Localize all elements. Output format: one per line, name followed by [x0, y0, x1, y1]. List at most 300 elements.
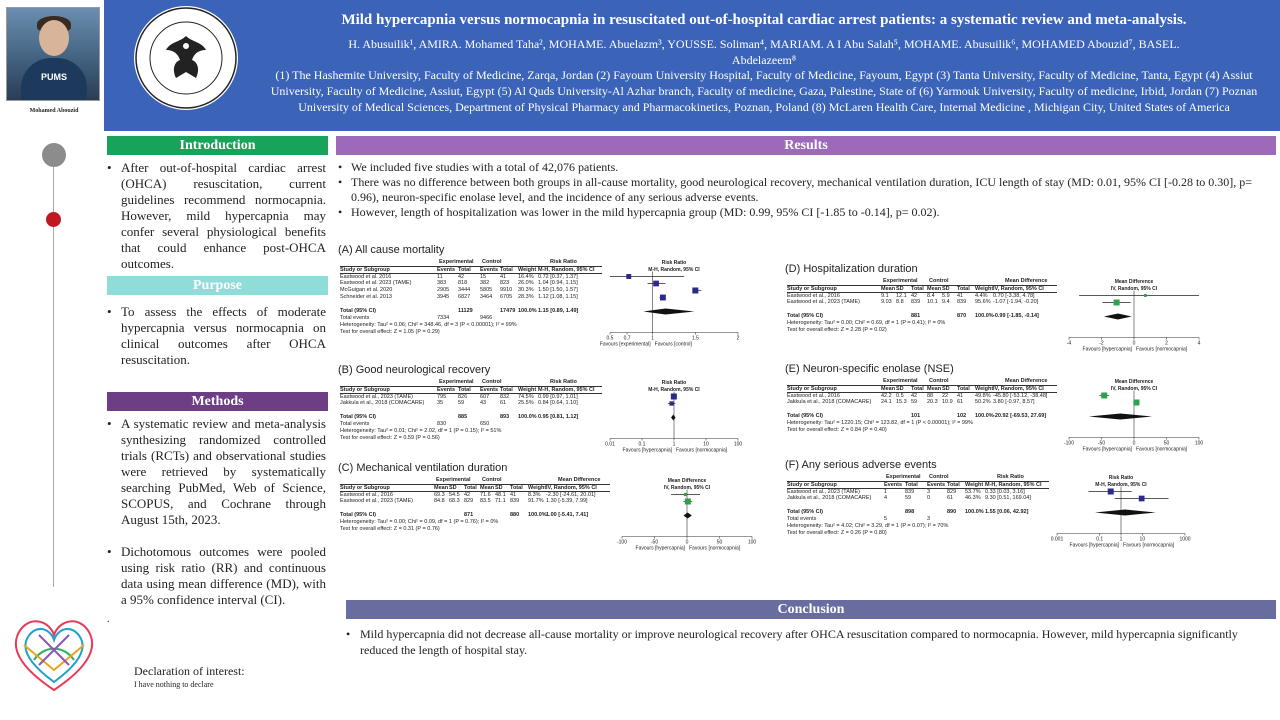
total-events-row — [787, 516, 1049, 523]
methods-text-1: • A systematic review and meta-analysis synthesizing randomized controlled trials (RCTs) and observational studies were retrieved by systematically searching PubMed, Web of Science, SCOPUS, and Cochrane through August 15th, 2023. — [107, 416, 326, 527]
study-cell: 1 — [884, 489, 888, 495]
study-cell: 9.1 — [881, 293, 889, 299]
group-header-experimental: Experimental — [883, 278, 918, 284]
study-name: Eastwood et al., 2016 — [787, 393, 840, 399]
effect-header: Mean Difference — [1005, 378, 1048, 384]
column-header: Mean — [881, 286, 896, 292]
poster-title: Mild hypercapnia versus normocapnia in resuscitated out-of-hospital cardiac arrest patients: a systematic review and meta-analysis. — [341, 12, 1187, 28]
study-row — [787, 292, 1057, 299]
heterogeneity: Heterogeneity: Tau² = 0.00; Chi² = 0.69, df = 1 (P = 0.41); I² = 0% — [787, 320, 946, 326]
study-cell: 818 — [458, 280, 468, 286]
chart-table — [340, 477, 610, 533]
declaration-text: I have nothing to declare — [134, 680, 214, 689]
column-header: M-H, Random, 95% CI — [538, 267, 595, 273]
study-cell: 61 — [500, 400, 507, 406]
study-row — [787, 392, 1057, 399]
overall-effect-row — [340, 526, 610, 533]
x-tick-label: 50 — [716, 539, 723, 546]
study-cell: 15 — [480, 274, 487, 280]
x-tick-label: 0.5 — [606, 335, 614, 342]
x-tick-label: -50 — [1097, 440, 1106, 447]
spacer-row — [787, 306, 1057, 313]
total-cell: 100.0% — [975, 413, 994, 419]
total-cell: 102 — [957, 413, 967, 419]
study-cell: 42 — [464, 492, 471, 498]
results-bullet: • However, length of hospitalization was lower in the mild hypercapnia group (MD: 0.99, 95% CI [-1.85 to -0.14], p= 0.02). — [338, 205, 1276, 220]
study-estimate-marker — [1144, 294, 1147, 297]
study-cell: 41 — [957, 293, 964, 299]
x-tick-label: 0.7 — [623, 335, 631, 342]
study-estimate-marker — [685, 499, 691, 505]
favours-right-label: Favours [control] — [654, 341, 692, 348]
column-header: SD — [896, 286, 904, 292]
heterogeneity-row — [787, 523, 1049, 530]
overall-effect: Test for overall effect: Z = 0.31 (P = 0.76) — [340, 526, 440, 532]
study-cell: 46.3% — [965, 495, 981, 501]
timeline-dot-grey — [42, 143, 66, 167]
group-header-row — [340, 379, 602, 386]
x-tick-label: 4 — [1197, 340, 1201, 347]
column-header: Weight — [975, 386, 994, 392]
total-cell: 893 — [500, 414, 510, 420]
heterogeneity: Heterogeneity: Tau² = 4.02; Chi² = 3.29, df = 1 (P = 0.07); I² = 70% — [787, 523, 949, 529]
group-header-control: Control — [482, 379, 502, 385]
study-cell: 10.9 — [942, 399, 953, 405]
study-cell: 54.5 — [449, 492, 460, 498]
study-cell: 25.5% — [518, 400, 534, 406]
study-row — [340, 400, 602, 407]
plot-effect-label: Mean Difference — [1114, 279, 1154, 285]
study-row — [340, 498, 610, 505]
column-header: M-H, Random, 95% CI — [985, 482, 1042, 488]
column-header: Study or Subgroup — [787, 386, 837, 392]
study-estimate-marker — [1108, 489, 1114, 495]
study-cell: 61 — [957, 399, 964, 405]
plot-method-label: M-H, Random, 95% CI — [648, 387, 700, 393]
study-cell: 53.7% — [965, 489, 981, 495]
study-name: Eastwood et al. 2016 — [340, 274, 392, 280]
methods-bullet-2: Dichotomous outcomes were pooled using risk ratio (RR) and continuous data using mean difference (MD), with a 95% confidence interval (CI). — [121, 544, 326, 607]
x-tick-label: -100 — [616, 539, 628, 546]
total-events-label: Total events — [340, 315, 370, 321]
x-tick-label: -100 — [1063, 440, 1075, 447]
x-tick-label: 0 — [1132, 440, 1136, 447]
favours-right-label: Favours [normocapnia] — [676, 447, 728, 454]
total-name: Total (95% CI) — [787, 313, 823, 319]
column-header: Total — [957, 386, 970, 392]
total-name: Total (95% CI) — [340, 414, 376, 420]
plot-effect-label: Risk Ratio — [661, 380, 687, 386]
total-cell: 881 — [911, 313, 921, 319]
results-bullet: • We included five studies with a total of 42,076 patients. — [338, 160, 1276, 175]
section-heading-introduction: Introduction — [107, 136, 328, 155]
study-cell: 6827 — [458, 294, 471, 300]
study-cell: 382 — [480, 280, 490, 286]
study-cell: 41 — [500, 274, 507, 280]
effect-header: Mean Difference — [558, 477, 601, 483]
study-cell: 59 — [458, 400, 465, 406]
total-name: Total (95% CI) — [340, 308, 376, 314]
column-header: Total — [947, 482, 960, 488]
study-cell: 0.5 — [896, 393, 904, 399]
x-tick-label: 0.1 — [638, 441, 646, 448]
chart-title: (E) Neuron-specific enolase (NSE) — [785, 363, 954, 375]
decorative-knot-icon — [4, 610, 104, 700]
study-cell: 22 — [942, 393, 949, 399]
study-estimate-marker — [1114, 300, 1120, 306]
total-cell: -0.99 [-1.85, -0.14] — [993, 313, 1039, 319]
column-header: Mean — [480, 485, 495, 491]
chart-title: (D) Hospitalization duration — [785, 263, 918, 275]
x-tick-label: 2 — [1165, 340, 1168, 347]
column-header: Total — [458, 267, 471, 273]
total-cell: 1.00 [-5.41, 7.41] — [546, 512, 589, 518]
x-tick-label: 0 — [1132, 340, 1136, 347]
column-header: Events — [927, 482, 946, 488]
forest-plot-mechanical-ventilation — [338, 462, 778, 557]
conclusion-text: • Mild hypercapnia did not decrease all-cause mortality or improve neurological recovery after OHCA resuscitation compared to normocapnia. However, mild hypercapnia significantly reduced the length of hospital stay. — [346, 626, 1266, 658]
study-cell: 9.30 [0.51, 169.04] — [985, 495, 1031, 501]
pooled-estimate-diamond — [1104, 314, 1132, 320]
x-tick-label: 0.1 — [1096, 536, 1104, 543]
affiliations: (1) The Hashemite University, Faculty of Medicine, Zarqa, Jordan (2) Fayoum University Hospital, Faculty of Medicine, Fayoum, Egypt (3) Tanta University, Faculty of Medicine, Tanta, Egypt (4) Assiut University, Faculty of Medicine, Assiut, Egypt (5) Al Quds University-Al Azhar branch, Faculty of medicine, Gaza, Palestine, State of (6) Yarmouk University, Faculty of medicine, Irbid, Jordan (7) Poznan University of Medical Sciences, Department of Physical Pharmacy and Pharmacokinetics, Poznan, Poland (8) McLaren Health Care, Internal Medicine , Michigan City, United States of America — [270, 68, 1258, 114]
study-cell: 607 — [480, 394, 490, 400]
study-name: McGuigan et al. 2020 — [340, 287, 393, 293]
x-tick-label: 1.5 — [691, 335, 699, 342]
study-cell: 48.1 — [495, 492, 506, 498]
university-seal-icon — [134, 6, 238, 110]
column-header: SD — [896, 386, 904, 392]
column-header-row — [340, 386, 602, 393]
forest-plot-all-cause-mortality — [338, 244, 768, 359]
study-estimate-marker — [671, 394, 677, 400]
study-cell: 839 — [957, 299, 967, 305]
study-name: Schneider et al. 2013 — [340, 294, 392, 300]
study-name: Eastwood et al., 2023 (TAME) — [340, 394, 413, 400]
total-events-ctl: 9466 — [480, 315, 493, 321]
study-row — [340, 294, 602, 301]
study-cell: 20.3 — [927, 399, 938, 405]
column-header: M-H, Random, 95% CI — [538, 387, 595, 393]
study-row — [787, 299, 1057, 306]
plot-effect-label: Mean Difference — [1114, 379, 1154, 385]
effect-header: Mean Difference — [1005, 278, 1048, 284]
column-header: Total — [500, 387, 513, 393]
x-tick-label: 100 — [733, 441, 743, 448]
spacer-row — [340, 505, 610, 512]
study-cell: -1.07 [-1.94, -0.20] — [993, 299, 1039, 305]
column-header: Weight — [975, 286, 994, 292]
study-estimate-marker — [1139, 496, 1145, 502]
study-cell: 1.04 [0.94, 1.15] — [538, 280, 578, 286]
plot-method-label: IV, Random, 95% CI — [1110, 286, 1158, 292]
total-cell: 100.0% — [975, 313, 994, 319]
author-line-1: H. Abusuilik¹, AMIRA. Mohamed Taha², MOHAME. Abuelazm³, YOUSSE. Soliman⁴, MARIAM. A I Abu Salah⁵, MOHAME. Abusuilik⁶, MOHAMED Abouzid⁷, BASEL. — [348, 37, 1180, 51]
study-cell: 42 — [458, 274, 465, 280]
section-heading-methods: Methods — [107, 392, 328, 411]
study-cell: 71.1 — [495, 498, 506, 504]
plot-effect-label: Risk Ratio — [661, 260, 687, 266]
overall-effect: Test for overall effect: Z = 1.05 (P = 0.29) — [340, 329, 440, 335]
column-header: Study or Subgroup — [340, 387, 390, 393]
study-estimate-marker — [660, 295, 666, 301]
study-estimate-marker — [669, 401, 673, 405]
total-cell: 0.95 [0.81, 1.12] — [538, 414, 579, 420]
study-cell: 3 — [927, 489, 931, 495]
x-tick-label: 10 — [1139, 536, 1146, 543]
column-header: SD — [942, 386, 950, 392]
forest-plot-area — [614, 477, 764, 557]
x-tick-label: 0.001 — [1050, 536, 1064, 543]
study-cell: 823 — [500, 280, 510, 286]
column-header: Events — [480, 267, 499, 273]
study-cell: 30.3% — [518, 287, 534, 293]
total-name: Total (95% CI) — [787, 509, 823, 515]
x-tick-label: 0.01 — [605, 441, 615, 448]
total-cell: 100.0% — [528, 512, 547, 518]
study-cell: 11 — [437, 274, 443, 280]
total-cell: 880 — [510, 512, 520, 518]
overall-effect-row — [787, 427, 1057, 434]
column-header: Events — [437, 387, 456, 393]
forest-plot-adverse-events — [785, 459, 1265, 559]
chart-title: (B) Good neurological recovery — [338, 364, 491, 376]
column-header: Total — [464, 485, 477, 491]
study-cell: 91.7% — [528, 498, 544, 504]
favours-left-label: Favours [experimental] — [599, 341, 651, 348]
column-header-row — [340, 484, 610, 491]
total-cell: 871 — [464, 512, 474, 518]
study-cell: 8.8 — [896, 299, 904, 305]
overall-effect: Test for overall effect: Z = 0.59 (P = 0.56) — [340, 435, 440, 441]
x-tick-label: -4 — [1066, 340, 1072, 347]
study-cell: 0.84 [0.64, 1.10] — [538, 400, 578, 406]
study-cell: 3945 — [437, 294, 450, 300]
heterogeneity: Heterogeneity: Tau² = 1220.15; Chi² = 123.82, df = 1 (P < 0.00001); I² = 99% — [787, 420, 973, 426]
column-header: Events — [884, 482, 903, 488]
total-cell: 890 — [947, 509, 957, 515]
pooled-estimate-diamond — [671, 415, 676, 421]
purpose-bullet: To assess the effects of moderate hypercapnia versus normocapnia on clinical outcomes after OHCA resuscitation. — [121, 304, 326, 367]
study-cell: 41 — [510, 492, 517, 498]
study-cell: 0 — [927, 495, 931, 501]
methods-bullet-1: A systematic review and meta-analysis synthesizing randomized controlled trials (RCTs) and observational studies were retrieved by systematically searching PubMed, Web of Science, SCOPUS, and Cochrane through August 15th, 2023. — [121, 416, 326, 527]
column-header: Events — [480, 387, 499, 393]
total-cell: 100.0% — [965, 509, 984, 515]
study-cell: 10.1 — [927, 299, 938, 305]
section-heading-results: Results — [336, 136, 1276, 155]
study-name: Jakkula et al., 2018 (COMACARE) — [787, 399, 872, 405]
heterogeneity-row — [340, 322, 602, 329]
total-cell: 100.0% — [518, 414, 537, 420]
total-name: Total (95% CI) — [787, 413, 823, 419]
column-header: SD — [942, 286, 950, 292]
study-cell: 16.4% — [518, 274, 534, 280]
favours-left-label: Favours [hypercapnia] — [1082, 446, 1132, 453]
results-bullet: • There was no difference between both groups in all-cause mortality, good neurological recovery, mechanical ventilation duration, ICU length of stay (MD: 0.01, 95% CI [-0.28 to 0.30], p= 0.96), neuron-specific enolase level, and the incidence of any serious adverse events. — [338, 175, 1276, 205]
study-cell: 59 — [905, 495, 912, 501]
total-row — [787, 413, 1057, 420]
photo-shirt-text: PUMS — [41, 72, 68, 82]
chart-table — [340, 379, 602, 442]
study-cell: 0.99 [0.97, 1.01] — [538, 394, 578, 400]
x-tick-label: 1 — [1119, 536, 1123, 543]
study-cell: 826 — [458, 394, 468, 400]
forest-plot-nse — [785, 363, 1265, 458]
favours-right-label: Favours [normocapnia] — [689, 545, 741, 552]
study-cell: 0.70 [-3.38, 4.78] — [993, 293, 1035, 299]
total-cell: 1.55 [0.06, 42.92] — [985, 509, 1029, 515]
plot-method-label: IV, Random, 95% CI — [1110, 386, 1158, 392]
group-header-row — [787, 474, 1049, 481]
column-header: Total — [458, 387, 471, 393]
total-events-exp: 830 — [437, 421, 447, 427]
timeline-line — [53, 167, 54, 587]
column-header: Study or Subgroup — [787, 482, 837, 488]
group-header-experimental: Experimental — [439, 259, 474, 265]
study-cell: 9910 — [500, 287, 513, 293]
study-cell: 0.72 [0.37, 1.37] — [538, 274, 578, 280]
total-row — [340, 414, 602, 421]
heterogeneity-row — [787, 420, 1057, 427]
x-tick-label: 100 — [1194, 440, 1204, 447]
favours-right-label: Favours [normocapnia] — [1136, 446, 1188, 453]
study-cell: 95.6% — [975, 299, 991, 305]
study-name: Jakkula et al., 2018 (COMACARE) — [340, 400, 425, 406]
group-header-control: Control — [929, 278, 949, 284]
study-cell: 839 — [510, 498, 520, 504]
x-tick-label: 100 — [747, 539, 757, 546]
study-row — [340, 273, 602, 280]
chart-title: (A) All cause mortality — [338, 244, 445, 256]
study-cell: 24.1 — [881, 399, 892, 405]
study-name: Eastwood et al., 2016 — [340, 492, 393, 498]
column-header: Total — [911, 386, 924, 392]
forest-plot-area — [599, 259, 750, 353]
group-header-control: Control — [482, 477, 502, 483]
total-cell: 11129 — [458, 308, 473, 314]
study-cell: 26.0% — [518, 280, 534, 286]
plot-effect-label: Mean Difference — [667, 478, 707, 484]
column-header: Mean — [927, 286, 942, 292]
introduction-text: • After out-of-hospital cardiac arrest (OHCA) resuscitation, current guidelines recommend normocapnia. However, mild hypercapnia may confer several physiological benefits that could enhance post-OHCA outcomes. — [107, 160, 326, 271]
methods-text-2: • Dichotomous outcomes were pooled using risk ratio (RR) and continuous data using mean difference (MD), with a 95% confidence interval (CI). — [107, 544, 326, 607]
forest-plot-hospitalization — [785, 263, 1265, 358]
column-header: Study or Subgroup — [787, 286, 837, 292]
heterogeneity: Heterogeneity: Tau² = 0.01; Chi² = 2.02, df = 1 (P = 0.15); I² = 51% — [340, 428, 502, 434]
forest-plot-area — [602, 379, 750, 459]
study-cell: 59 — [911, 399, 918, 405]
declaration-title: Declaration of interest: — [134, 664, 245, 678]
study-cell: 83.5 — [480, 498, 491, 504]
study-cell: -45.80 [-53.12, -38.48] — [993, 393, 1048, 399]
spacer-row — [787, 502, 1049, 509]
study-cell: 4 — [884, 495, 888, 501]
stray-mark: . — [107, 614, 110, 625]
study-name: Jakkula et al., 2018 (COMACARE) — [787, 495, 872, 501]
study-row — [340, 287, 602, 294]
presenter-name: Mohamed Abouzid — [29, 108, 79, 114]
study-estimate-marker — [684, 493, 687, 496]
total-events-label: Total events — [340, 421, 370, 427]
study-cell: 61 — [947, 495, 954, 501]
study-cell: 88 — [927, 393, 934, 399]
study-cell: 832 — [500, 394, 510, 400]
total-row — [340, 308, 602, 315]
total-cell: -20.92 [-69.53, 27.69] — [993, 413, 1047, 419]
chart-title: (C) Mechanical ventilation duration — [338, 462, 508, 474]
favours-left-label: Favours [hypercapnia] — [635, 545, 685, 552]
study-row — [340, 280, 602, 287]
results-bullets — [338, 160, 1276, 220]
study-cell: 42 — [911, 293, 918, 299]
column-header-row — [340, 266, 602, 273]
overall-effect: Test for overall effect: Z = 2.28 (P = 0.02) — [787, 327, 887, 333]
study-cell: 43 — [480, 400, 487, 406]
spacer-row — [787, 406, 1057, 413]
study-cell: 3444 — [458, 287, 471, 293]
column-header: Weight — [528, 485, 547, 491]
group-header-row — [787, 378, 1057, 385]
x-tick-label: -2 — [1099, 340, 1104, 347]
x-tick-label: 2 — [736, 335, 740, 342]
study-row — [340, 393, 602, 400]
total-cell: 17479 — [500, 308, 516, 314]
study-cell: 9.03 — [881, 299, 892, 305]
total-cell: 870 — [957, 313, 967, 319]
study-cell: 74.5% — [518, 394, 534, 400]
study-cell: 35 — [437, 400, 444, 406]
forest-plot-neurological-recovery — [338, 364, 768, 459]
chart-title: (F) Any serious adverse events — [785, 459, 937, 471]
column-header: Weight — [518, 387, 537, 393]
column-header: Study or Subgroup — [340, 485, 390, 491]
total-cell: 101 — [911, 413, 921, 419]
total-events-ctl: 3 — [927, 516, 931, 522]
study-cell: 42 — [911, 393, 918, 399]
presenter-photo — [6, 7, 100, 101]
column-header: Mean — [881, 386, 896, 392]
total-cell: 100.0% — [518, 308, 537, 314]
author-line-2: Abdelazeem⁸ — [731, 53, 797, 67]
column-header: Total — [905, 482, 918, 488]
overall-effect: Test for overall effect: Z = 0.84 (P = 0.40) — [787, 427, 887, 433]
chart-table — [787, 278, 1057, 334]
column-header: Mean — [927, 386, 942, 392]
column-header: Weight — [518, 267, 537, 273]
study-cell: 5805 — [480, 287, 493, 293]
total-row — [340, 512, 610, 519]
study-cell: 41 — [957, 393, 964, 399]
total-events-row — [340, 421, 602, 428]
x-tick-label: 1000 — [1179, 536, 1191, 543]
study-cell: 2905 — [437, 287, 450, 293]
favours-right-label: Favours [normocapnia] — [1136, 346, 1188, 353]
effect-header: Risk Ratio — [550, 379, 577, 385]
favours-left-label: Favours [hypercapnia] — [1082, 346, 1132, 353]
forest-plot-area — [1049, 474, 1197, 554]
study-cell: 383 — [437, 280, 447, 286]
total-events-label: Total events — [787, 516, 817, 522]
study-row — [787, 399, 1057, 406]
section-heading-purpose: Purpose — [107, 276, 328, 295]
overall-effect-row — [787, 530, 1049, 537]
study-estimate-marker — [1101, 393, 1107, 399]
study-cell: 0.33 [0.03, 3.16] — [985, 489, 1025, 495]
overall-effect-row — [340, 329, 602, 336]
study-cell: 9.4 — [942, 299, 950, 305]
heterogeneity-row — [340, 428, 602, 435]
